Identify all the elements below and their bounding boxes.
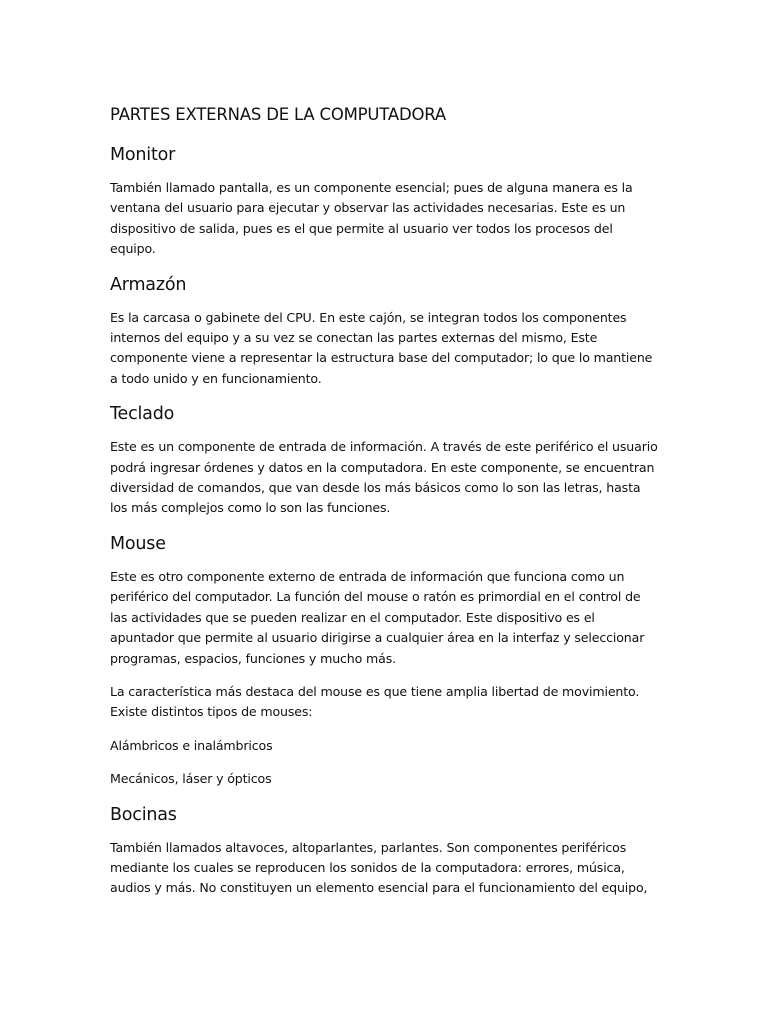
paragraph: Este es otro componente externo de entrada de información que funciona como un periférico del computador. La función del mouse o ratón es primordial en el control de las actividades que se pueden realizar en el computador. Este dispositivo es el apuntador que permite al usuario dirigirse a cualquier área en la interfaz y seleccionar programas, espacios, funciones y mucho más. — [110, 568, 645, 666]
document-title: PARTES EXTERNAS DE LA COMPUTADORA — [110, 105, 446, 124]
section-mouse — [110, 532, 660, 790]
section-heading: Mouse — [110, 533, 166, 554]
section-armazon — [110, 273, 660, 390]
list-item-paragraph: Alámbricos e inalámbricos — [110, 737, 273, 753]
section-heading: Teclado — [110, 404, 175, 425]
document-page — [110, 104, 660, 899]
paragraph: Este es un componente de entrada de información. A través de este periférico el usuario podrá ingresar órdenes y datos en la computadora. En este componente, se encuentran diversidad de comandos, que van desde los más básicos como lo son las letras, hasta los más complejos como lo son las funciones. — [110, 439, 658, 516]
paragraph: La característica más destaca del mouse es que tiene amplia libertad de movimiento. Existe distintos tipos de mouses: — [110, 683, 640, 720]
paragraph: También llamado pantalla, es un componente esencial; pues de alguna manera es la ventana del usuario para ejecutar y observar las actividades necesarias. Este es un dispositivo de salida, pues es el que permite al usuario ver todos los procesos del equipo. — [110, 180, 633, 257]
section-heading: Armazón — [110, 274, 187, 295]
paragraph: Es la carcasa o gabinete del CPU. En este cajón, se integran todos los componentes internos del equipo y a su vez se conectan las partes externas del mismo, Este componente viene a representar la estructura base del computador; lo que lo mantiene a todo unido y en funcionamiento. — [110, 309, 653, 386]
list-item-paragraph: Mecánicos, láser y ópticos — [110, 771, 272, 787]
section-monitor — [110, 143, 660, 260]
section-bocinas — [110, 803, 660, 899]
section-heading: Bocinas — [110, 804, 177, 825]
paragraph: También llamados altavoces, altoparlantes, parlantes. Son componentes periféricos mediante los cuales se reproducen los sonidos de la computadora: errores, música, audios y más. No constituyen un elemento esencial para el funcionamiento del equipo, — [110, 839, 648, 896]
section-heading: Monitor — [110, 145, 176, 165]
section-teclado — [110, 402, 660, 519]
